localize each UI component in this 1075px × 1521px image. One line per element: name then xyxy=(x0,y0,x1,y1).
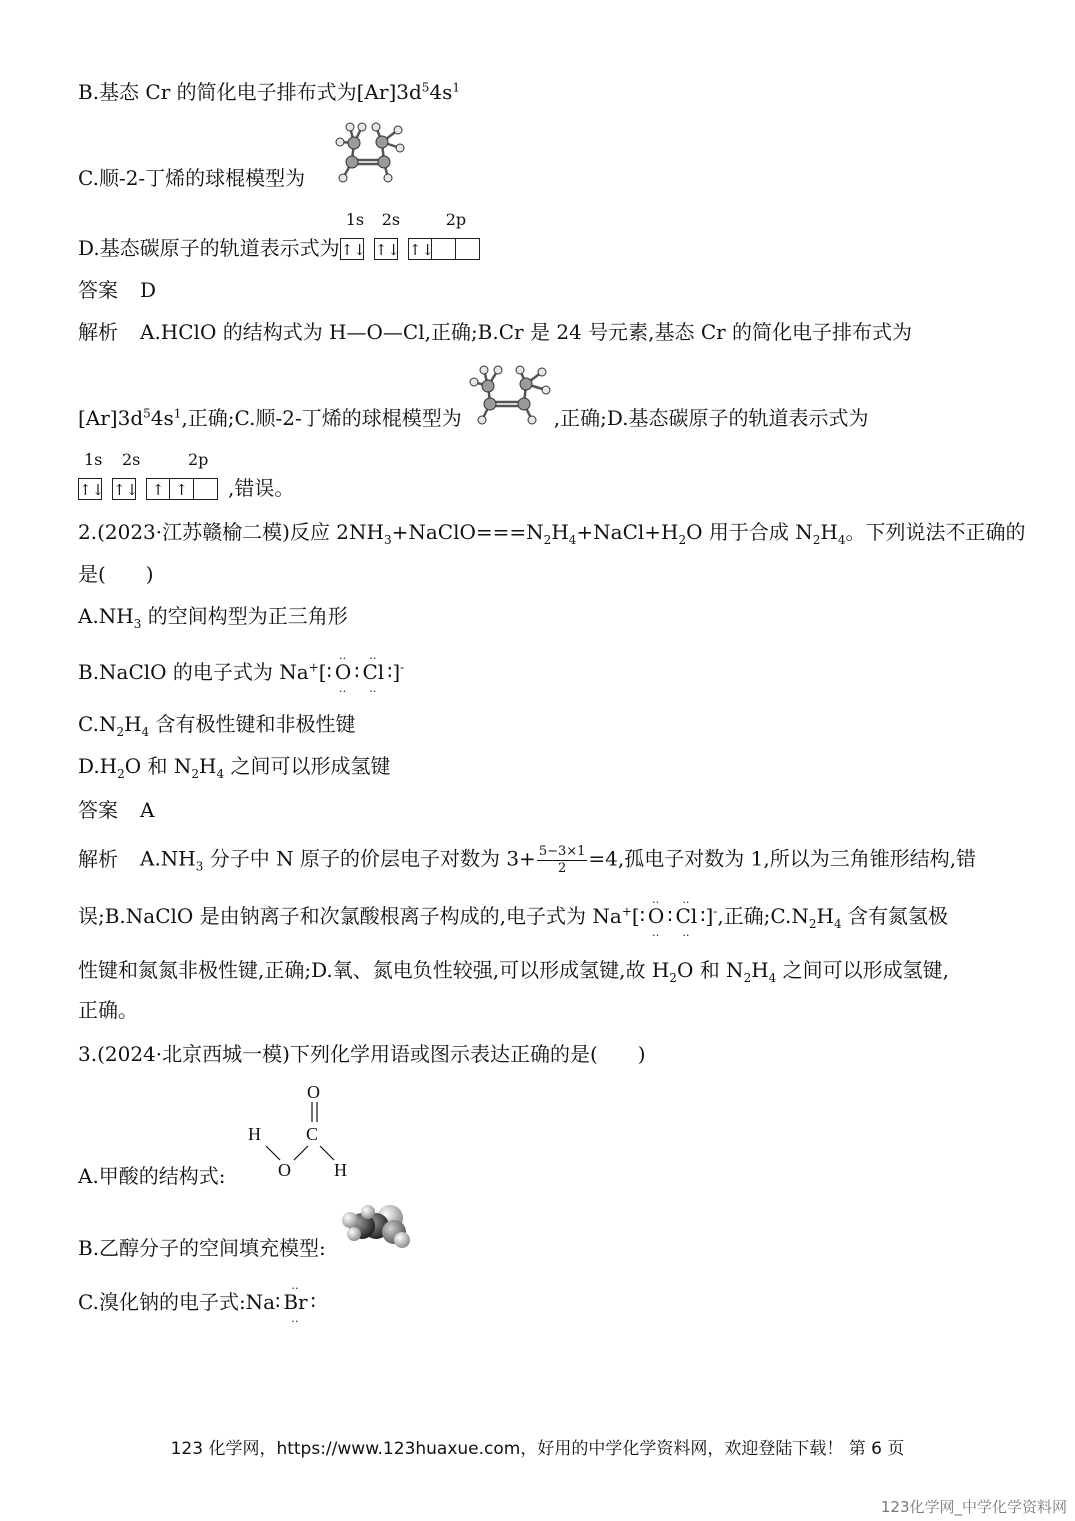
orbital-diagram-correct: 1s 2s 2p ↑↓ ↑↓ ↑ ↑ xyxy=(78,476,228,500)
option-1b: B.基态 Cr 的简化电子排布式为$[Ar]3d^54s^1$ xyxy=(78,80,461,104)
option-2c: $C.N_2H_4$ 含有极性键和非极性键 xyxy=(78,712,356,739)
explanation-1-line-1: 解析 A.HClO 的结构式为 H—O—Cl,正确;B.Cr 是 24 号元素,基态 Cr 的简化电子排布式为 xyxy=(78,320,913,344)
option-3b: B.乙醇分子的空间填充模型: xyxy=(78,1236,326,1260)
option-1c: C.顺-2-丁烯的球棍模型为 xyxy=(78,166,306,190)
question-3: 3.(2024·北京西城一模)下列化学用语或图示表达正确的是( ) xyxy=(78,1042,646,1066)
option-1d: D.基态碳原子的轨道表示式为 1s 2s 2p ↑↓ ↑↓ ↑↓ xyxy=(78,236,490,260)
question-2-line-2: 是( ) xyxy=(78,562,154,586)
explanation-2-line-1: 解析 $A.NH_3$ 分子中 N 原子的价层电子对数为 3+ $\frac{5-3\times 1}{2}$ =4,孤电子对数为 1,所以为三角锥形结构,错 xyxy=(78,844,977,876)
ethanol-space-filling-model xyxy=(340,1202,414,1254)
svg-text:H: H xyxy=(248,1124,261,1144)
explanation-1-line-3: 1s 2s 2p ↑↓ ↑↓ ↑ ↑ ,错误。 xyxy=(79,450,295,500)
svg-text:O: O xyxy=(278,1160,291,1180)
svg-text:H: H xyxy=(334,1160,347,1180)
option-2a: $A.NH_3$ 的空间构型为正三角形 xyxy=(78,604,348,631)
question-2-line-1: 2.(2023·江苏赣榆二模)反应 $2NH_3+NaClO===N_2H_4+NaCl+H_2O$ 用于合成 $N_2H_4$。下列说法不正确的 xyxy=(78,520,1026,547)
orbital-diagram-d: 1s 2s 2p ↑↓ ↑↓ ↑↓ xyxy=(340,236,490,260)
option-3c: C.溴化钠的电子式:Na∶ ‥ Br ‥ ∶ xyxy=(78,1279,316,1325)
explanation-2-line-3: 性键和氮氮非极性键,正确;D.氧、氮电负性较强,可以形成氢键,故 $H_2O$ 和 $N_2H_4$ 之间可以形成氢键, xyxy=(78,958,950,985)
explanation-2-line-4: 正确。 xyxy=(78,998,138,1022)
explanation-2-line-2: 误;B.NaClO 是由钠离子和次氯酸根离子构成的,电子式为 Na+[∶ ‥ O ‥ ∶ ‥ Cl ‥ ∶]-,正确$;C.N_2H_4$ 含有氮氢极 xyxy=(78,893,948,939)
page-footer: 123 化学网，https://www.123huaxue.com，好用的中学化学资料网，欢迎登陆下载！ 第 6 页 xyxy=(170,1439,905,1459)
butene-ball-stick-model xyxy=(334,118,414,186)
answer-1: 答案 D xyxy=(78,278,157,302)
answer-2: 答案 A xyxy=(78,798,155,822)
option-2d: $D.H_2O$ 和 $N_2H_4$ 之间可以形成氢键 xyxy=(78,754,391,781)
butene-ball-stick-model-explanation xyxy=(466,362,556,428)
option-2b: B.NaClO 的电子式为 Na+[∶ ‥ O ‥ ∶ ‥ Cl ‥ ∶]- xyxy=(78,649,405,695)
formic-acid-structure xyxy=(240,1080,360,1184)
explanation-1-line-2: $[Ar]3d^54s^1$,正确;C.顺-2-丁烯的球棍模型为 ,正确;D.基态碳原子的轨道表示式为 xyxy=(78,406,869,430)
watermark: 123化学网_中学化学资料网 xyxy=(880,1498,1067,1516)
svg-text:C: C xyxy=(306,1124,319,1144)
fraction: $\frac{5-3\times 1}{2}$ xyxy=(538,844,586,876)
svg-text:O: O xyxy=(307,1082,320,1102)
option-3a: A.甲酸的结构式: xyxy=(78,1164,226,1188)
